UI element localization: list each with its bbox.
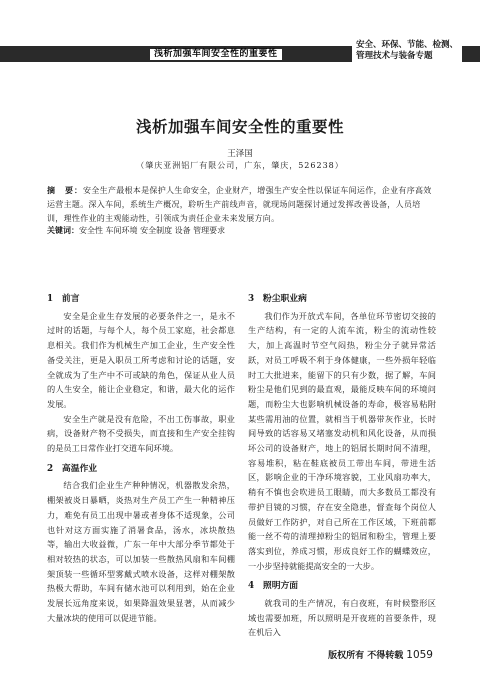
article-title: 浅析加强车间安全性的重要性 (135, 117, 344, 136)
paragraph: 安全是企业生存发展的必要条件之一，是永不过时的话题，与每个人，每个员工家庭，社会都息息相关。我们作为机械生产加工企业，生产安全性备受关注，更是入职员工所考虑和讨论的话题，安全就成为了生产中不可或缺的角色，保证从业人员的人生安全，能让企业稳定，和谐，最大化的运作发展。 (47, 310, 235, 409)
page-header (0, 0, 480, 66)
section-heading: 1 前言 (47, 294, 80, 304)
page-footer (328, 648, 433, 661)
abstract-text: 安全生产最根本是保护人生命安全，企业财产，增强生产安全性以保证车间运作，企业有序高效运营主题。深入车间，系统生产概况，聆听生产前线声音，就现场问题探讨通过发挥改善设备，人员培训，理性作业的主观能动性，引领成为责任企业未来发展方向。 (47, 186, 432, 223)
keywords-text: 安全性 车间环境 安全制度 设备 管理要求 (79, 226, 226, 235)
left-column (47, 292, 235, 625)
abstract-label: 摘 要： (47, 185, 83, 195)
page-number: 1059 (406, 649, 433, 661)
column-tag-line1: 安全、环保、节能、检测、 (355, 40, 458, 50)
right-column (248, 292, 436, 640)
paragraph: 安全生产就是没有危险，不出工伤事故，职业病，设备财产物不受损失，而直接和生产安全挂钩的是员工日常作业打交道车间环境。 (47, 413, 235, 454)
column-tag-line2: 管理技术与装备专题 (355, 51, 433, 61)
affiliation: （肇庆亚洲铝厂有限公司，广东，肇庆，526238） (136, 161, 344, 170)
paragraph: 结合我们企业生产种种情况，机器散发余热，棚架被炎日暴晒，炎热对生产员工产生一种精神压力，难免有员工出现中暑或者身体不适现象，公司也针对这方面实施了消暑食品，汤水，冰块散热等，输出大收益微，广东一年中大部分季节都处于相对较热的状态，可以加装一些散热风扇和车间棚架顶装一些循环型雾戴式喷水设备，这样对棚架散热极大帮助，车间有储水池可以利用到，始在企业发展长远角度来说，如果降温效果显著，从而减少大量冰块的使用可以促进节能。 (47, 480, 235, 623)
section-heading: 3 粉尘职业病 (248, 294, 307, 304)
section-heading: 4 照明方面 (248, 581, 299, 592)
keywords (47, 224, 437, 237)
section-heading: 2 高温作业 (47, 463, 98, 474)
author: 王泽国 (227, 149, 253, 159)
paragraph: 我们作为开放式车间，各单位环节密切交接的生产结构，有一定的人流车流，粉尘的流动性较大，加上高温时节空气闷热，粉尘分子就异常活跃，对员工呼吸不利于身体健康，一些外损年轻临时工大批进来，能留下的只有少数，据了解，车间粉尘是他们见到的最直观，最能反映车间的环境问题，而粉尘大也影响机械设备的寿命，极容易粘附某些需用油的位置，就相当于机器带灰作业，长时间导致的话容易又堵塞发动机和风化设备，从而损坏公司的设备财产，地上的铝屑长期时间不清理，容易堆积，粘在鞋底被员工带出车间，带进生活区，影响企业的干净环境容貌，工业风扇功率大，稍有不慎也会吹进员工眼睛，而大多数员工都没有带护目镜的习惯，存在安全隐患，督查每个岗位人员做好工作防护，对自己所在工作区域，下班前都能一丝不苟的清理掉粉尘的铝屑和粉尘，管理上要落实到位，养成习惯，形成良好工作的蝴蝶效应，一小步坚持就能提高安全的一大步。 (248, 310, 436, 571)
paragraph: 就我司的生产情况，有白夜班，有时候整形区域也需要加班，所以照明是开夜班的首要条件，现在机后入 (248, 598, 436, 638)
running-title: 浅析加强车间安全性的重要性 (150, 49, 282, 60)
abstract (47, 183, 437, 226)
footer-rights: 版权所有 不得转载 (328, 651, 404, 661)
column-tag (352, 38, 462, 64)
keywords-label: 关键词： (47, 225, 79, 235)
